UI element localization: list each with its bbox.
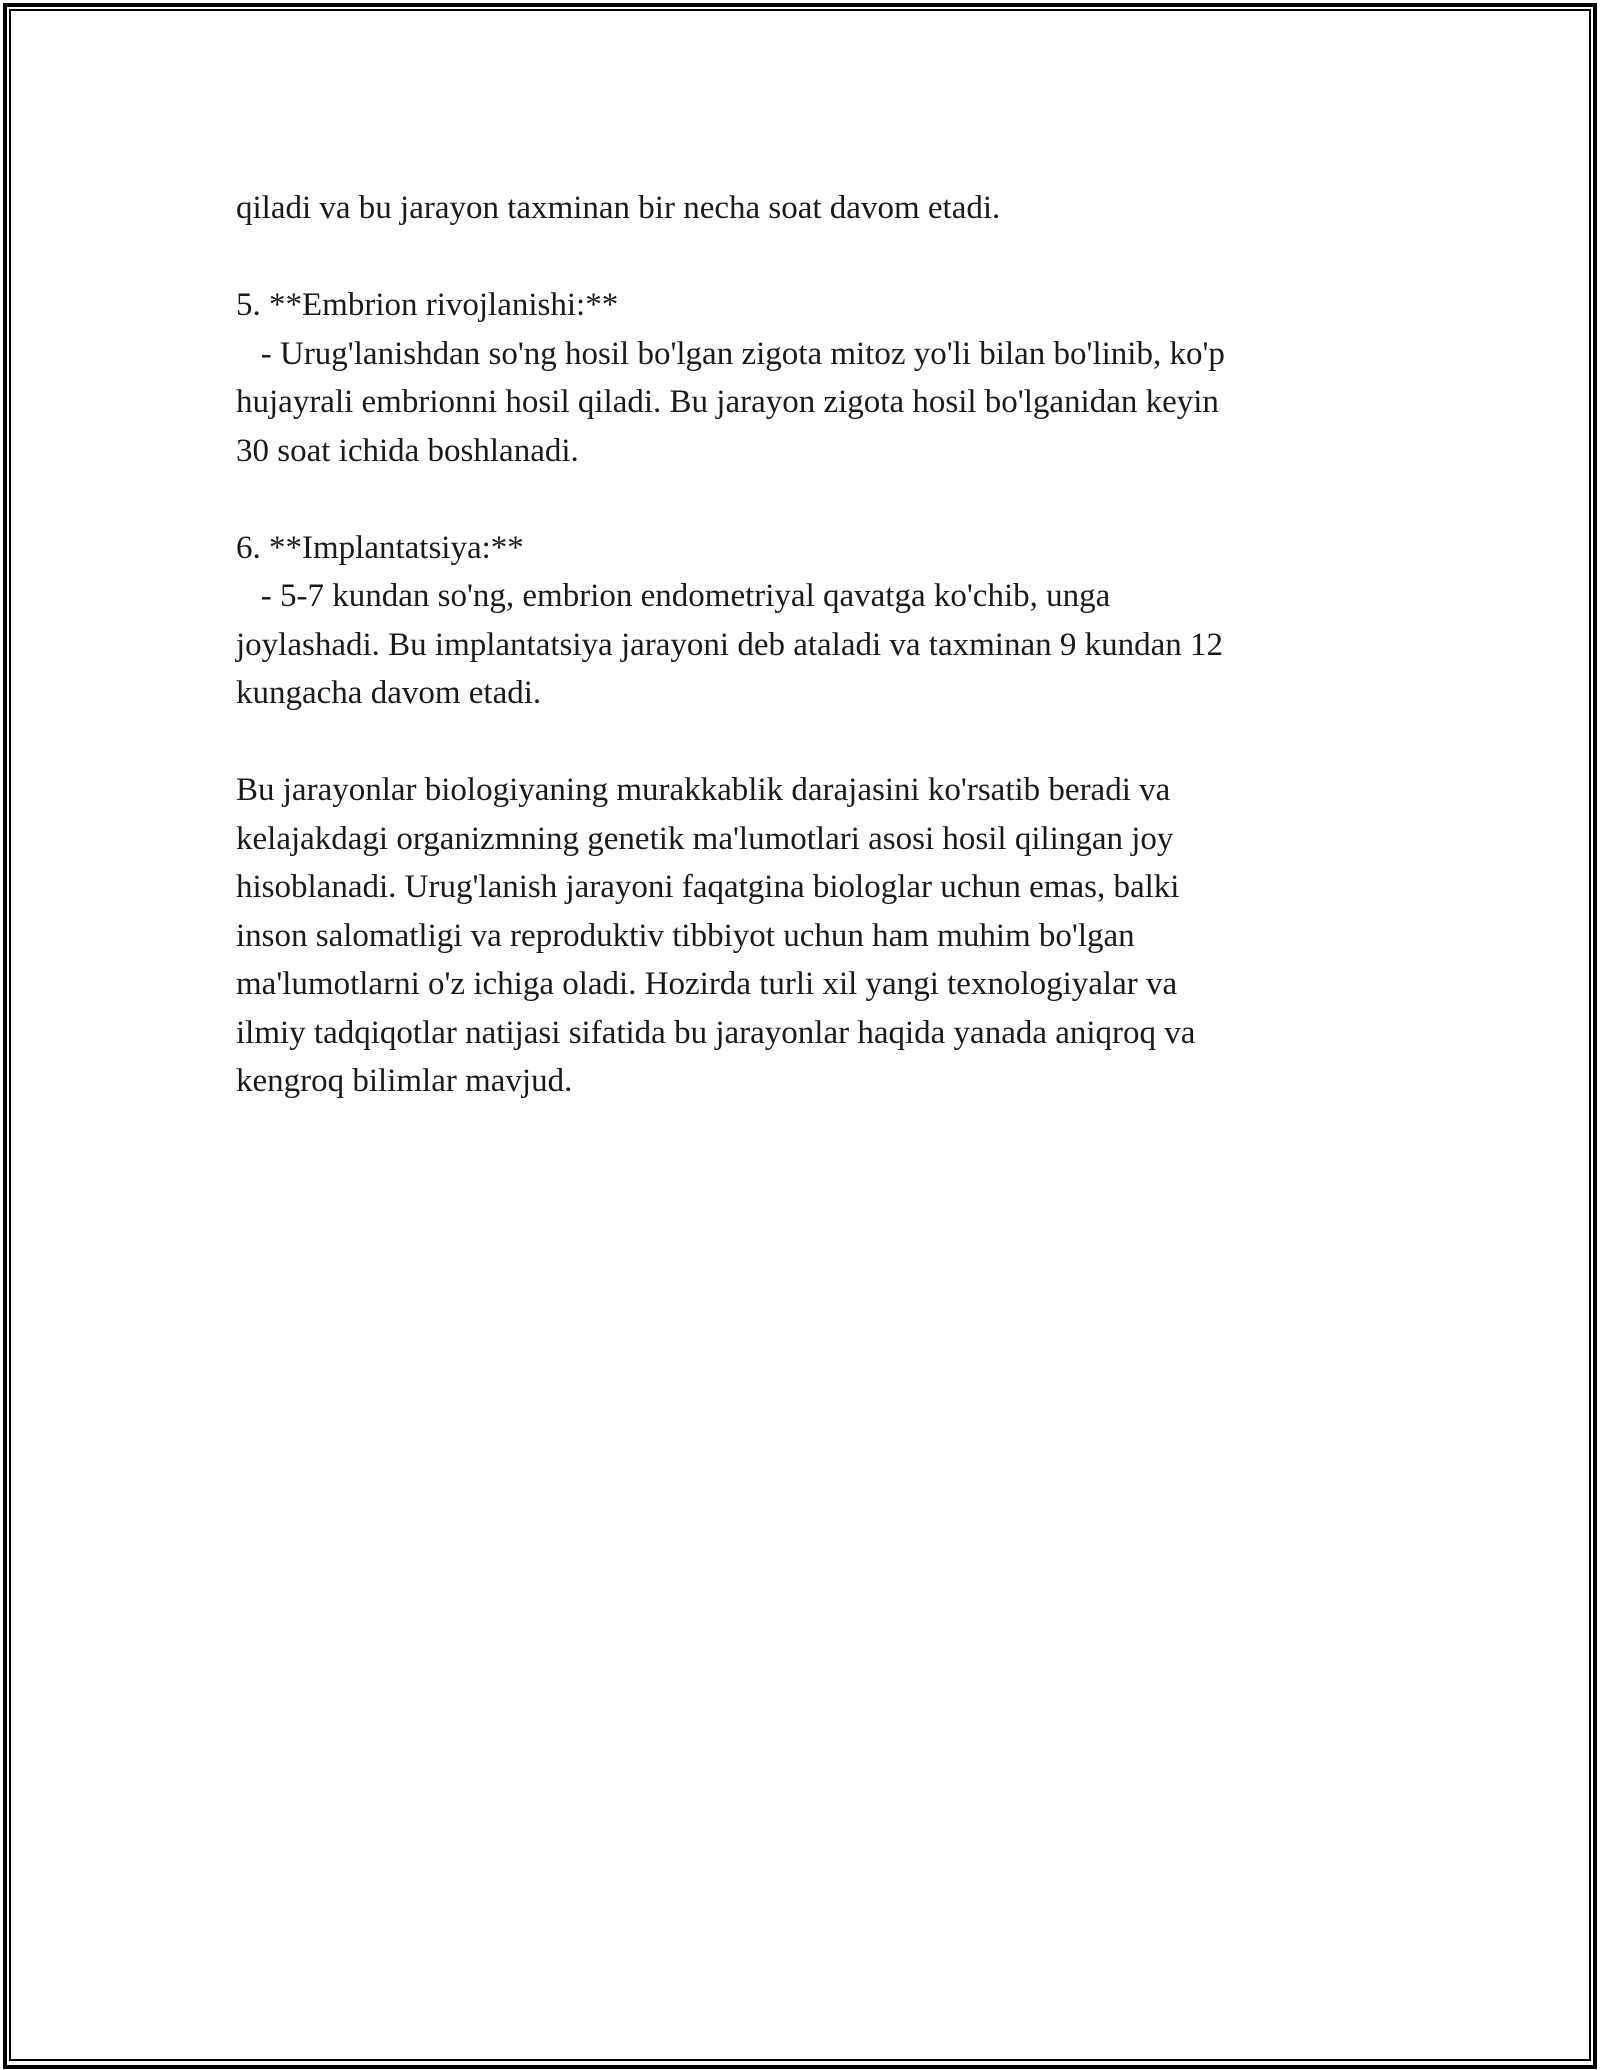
- paragraph-implantation: [236, 524, 1356, 718]
- paragraph-embryo-development: [236, 281, 1356, 475]
- text-line: hujayrali embrionni hosil qiladi. Bu jarayon zigota hosil bo'lganidan keyin: [236, 384, 1219, 420]
- text-line: kungacha davom etadi.: [236, 675, 542, 711]
- text-line: Bu jarayonlar biologiyaning murakkablik darajasini ko'rsatib beradi va: [236, 772, 1171, 808]
- document-body: [236, 184, 1356, 1154]
- list-heading: 6. **Implantatsiya:**: [236, 529, 524, 566]
- text-line: kelajakdagi organizmning genetik ma'lumotlari asosi hosil qilingan joy: [236, 820, 1174, 857]
- text-line: hisoblanadi. Urug'lanish jarayoni faqatgina biologlar uchun emas, balki: [236, 869, 1180, 905]
- text-line: 30 soat ichida boshlanadi.: [236, 432, 579, 469]
- text-line: - Urug'lanishdan so'ng hosil bo'lgan zigota mitoz yo'li bilan bo'linib, ko'p: [236, 335, 1225, 372]
- paragraph-conclusion: [236, 766, 1356, 1106]
- text-line: qiladi va bu jarayon taxminan bir necha soat davom etadi.: [236, 190, 1001, 226]
- text-line: ilmiy tadqiqotlar natijasi sifatida bu jarayonlar haqida yanada aniqroq va: [236, 1014, 1196, 1051]
- text-line: inson salomatligi va reproduktiv tibbiyot uchun ham muhim bo'lgan: [236, 917, 1135, 954]
- text-line: kengroq bilimlar mavjud.: [236, 1063, 573, 1099]
- paragraph-continuation: [236, 184, 1356, 233]
- text-line: - 5-7 kundan so'ng, embrion endometriyal qavatga ko'chib, unga: [236, 578, 1111, 614]
- text-line: ma'lumotlarni o'z ichiga oladi. Hozirda turli xil yangi texnologiyalar va: [236, 966, 1178, 1002]
- list-heading: 5. **Embrion rivojlanishi:**: [236, 287, 619, 323]
- text-line: joylashadi. Bu implantatsiya jarayoni deb ataladi va taxminan 9 kundan 12: [236, 626, 1224, 663]
